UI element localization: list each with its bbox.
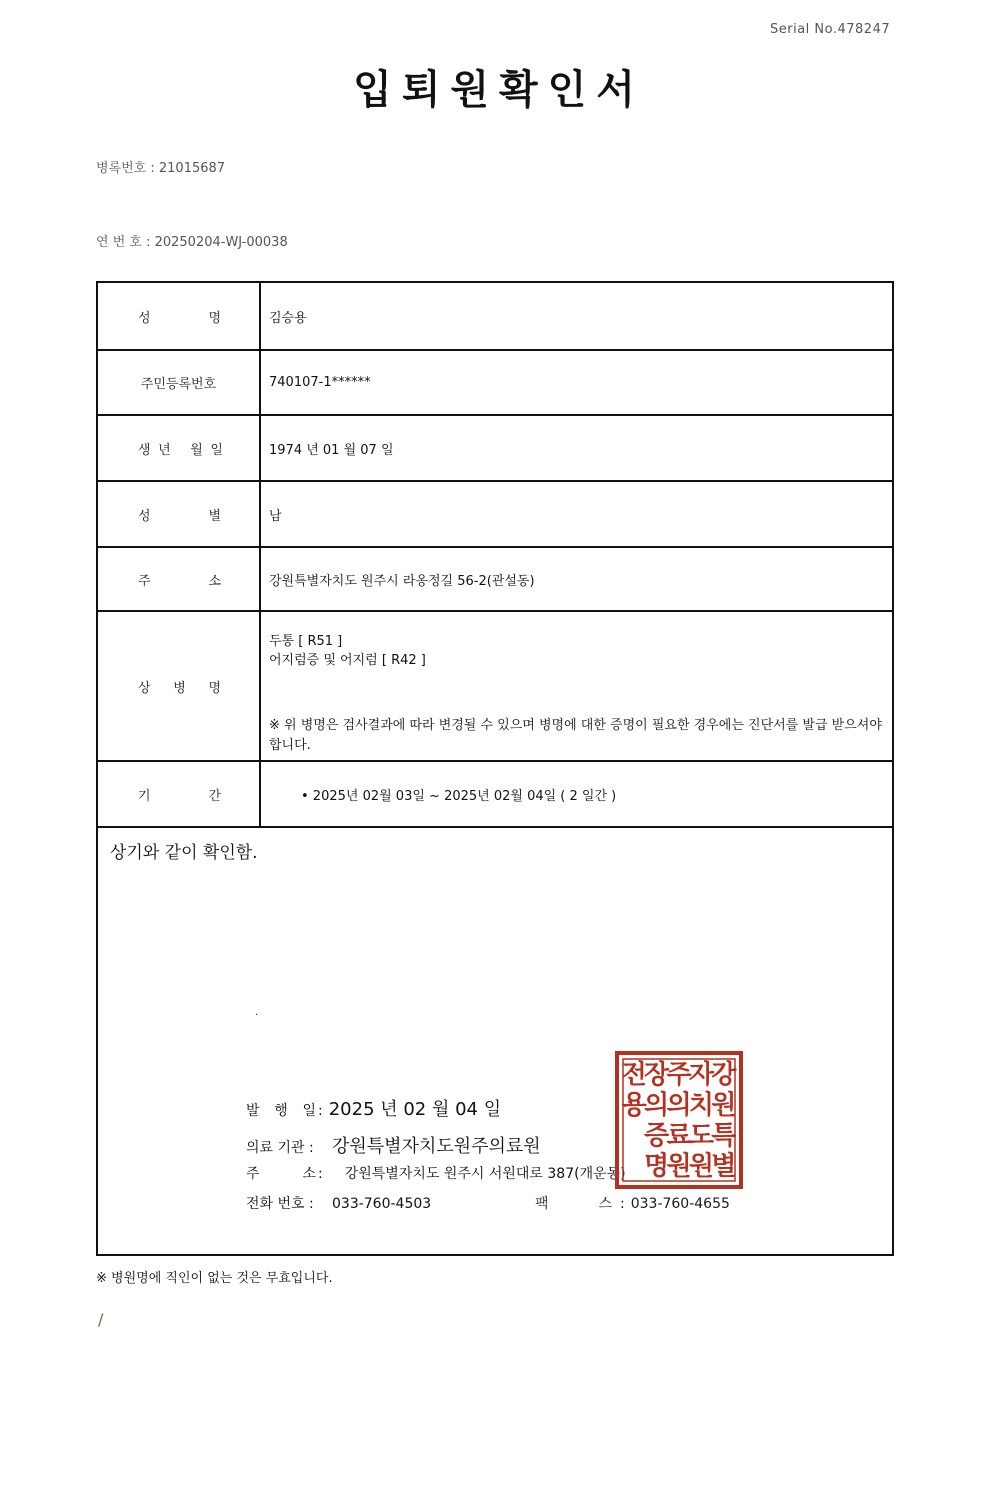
- label-char: 성: [138, 508, 151, 524]
- label-char: 스: [598, 1196, 612, 1212]
- seal-character: 치: [688, 1090, 714, 1121]
- row-birth: [98, 416, 892, 482]
- seal-character: 별: [711, 1151, 737, 1182]
- record-number: 병록번호 : 21015687: [96, 161, 226, 176]
- label-char: 일: [302, 1103, 316, 1119]
- seal-character: 특: [711, 1120, 737, 1151]
- label-char: 간: [208, 788, 221, 804]
- institution-value: 강원특별자치도원주의료원: [332, 1136, 541, 1157]
- label-char: 생: [138, 442, 151, 458]
- fax-label: [535, 1193, 612, 1213]
- label-char: 소: [302, 1166, 316, 1182]
- label-char: 상: [138, 680, 151, 696]
- seal-character: 원: [688, 1151, 714, 1182]
- phone-label: 전화 번호 :: [246, 1196, 314, 1212]
- label-address: [98, 548, 261, 610]
- row-rrn: [98, 351, 892, 416]
- institution-label: 의료 기관 :: [246, 1140, 314, 1156]
- seal-character: 강: [711, 1059, 737, 1090]
- label-char: 주: [138, 573, 151, 589]
- seal-character: 장: [644, 1059, 670, 1090]
- label-char: 발: [246, 1103, 260, 1119]
- seal-character: 증: [644, 1120, 670, 1151]
- seal-character: 원: [666, 1151, 692, 1182]
- fax-value: 033-760-4655: [630, 1196, 730, 1212]
- confirm-statement: 상기와 같이 확인함.: [110, 843, 258, 863]
- label-period: [98, 762, 261, 826]
- row-sex: [98, 482, 892, 548]
- label-char: 병: [173, 680, 186, 696]
- seal-character: 원: [711, 1090, 737, 1121]
- label-char: 월: [190, 442, 203, 458]
- label-char: 기: [138, 788, 151, 804]
- label-char: 소: [208, 573, 221, 589]
- value-period: • 2025년 02월 03일 ~ 2025년 02월 04일 ( 2 일간 ): [301, 788, 617, 804]
- label-char: 팩: [535, 1196, 549, 1212]
- issue-address-value: 강원특별자치도 원주시 서원대로 387(개운동): [344, 1166, 626, 1182]
- seal-character: 용: [621, 1090, 647, 1121]
- issue-address: 주 소 : 강원특별자치도 원주시 서원대로 387(개운동): [246, 1163, 626, 1183]
- label-sex: [98, 482, 261, 546]
- row-address: [98, 548, 892, 612]
- seal-character: 의: [666, 1090, 692, 1121]
- seal-character: 료: [666, 1120, 692, 1151]
- issue-date-value: 2025 년 02 월 04 일: [328, 1099, 502, 1120]
- label-char: 일: [210, 442, 223, 458]
- seal-character: 전: [621, 1059, 647, 1090]
- label-char: 성: [138, 310, 151, 326]
- issue-fax: 팩 스 : 033-760-4655: [535, 1193, 730, 1213]
- diagnosis-line: 두통 [ R51 ]: [269, 634, 343, 649]
- value-name: 김승용: [269, 310, 307, 326]
- label-rrn: 주민등록번호: [98, 351, 261, 414]
- serial-number: Serial No.478247: [770, 22, 891, 37]
- document-title: 입퇴원확인서: [353, 67, 645, 113]
- label-birth: [98, 416, 261, 480]
- seal-character: 명: [644, 1151, 670, 1182]
- diagnosis-line: 어지럼증 및 어지럼 [ R42 ]: [269, 653, 426, 668]
- official-seal-stamp: [615, 1051, 743, 1189]
- row-name: [98, 283, 892, 351]
- value-diagnosis: [269, 612, 882, 760]
- stray-dot: ·: [255, 1010, 259, 1021]
- label-name: [98, 283, 261, 349]
- issue-institution: [246, 1132, 541, 1158]
- issue-date-label: [246, 1100, 316, 1120]
- issue-phone: [246, 1193, 431, 1213]
- seal-character: 자: [688, 1059, 714, 1090]
- seal-character: 도: [688, 1120, 714, 1151]
- row-period: [98, 762, 892, 828]
- value-sex: 남: [269, 508, 282, 524]
- label-char: 년: [158, 442, 171, 458]
- phone-value: 033-760-4503: [332, 1196, 432, 1212]
- label-char: 별: [208, 508, 221, 524]
- label-char: 명: [208, 310, 221, 326]
- pen-mark: /: [98, 1310, 104, 1329]
- row-diagnosis: [98, 612, 892, 762]
- footnote: ※ 병원명에 직인이 없는 것은 무효입니다.: [96, 1271, 333, 1286]
- issue-date: 발 행 일 : 2025 년 02 월 04 일: [246, 1095, 501, 1121]
- label-char: 명: [208, 680, 221, 696]
- diagnosis-note: ※ 위 병명은 검사결과에 따라 변경될 수 있으며 병명에 대한 증명이 필요한 경우에는 진단서를 발급 받으셔야 합니다.: [269, 718, 882, 753]
- label-char: 주: [246, 1166, 260, 1182]
- label-char: 행: [274, 1103, 288, 1119]
- serial-sequence-number: 연 번 호 : 20250204-WJ-00038: [96, 235, 288, 250]
- seal-character: 주: [666, 1059, 692, 1090]
- seal-character: 의: [644, 1090, 670, 1121]
- certificate-table: [96, 281, 894, 1256]
- label-diagnosis: [98, 612, 261, 760]
- value-address: 강원특별자치도 원주시 라옹정길 56-2(관설동): [269, 573, 535, 589]
- issue-address-label: [246, 1163, 316, 1183]
- value-rrn: 740107-1******: [269, 375, 371, 390]
- value-birth: 1974 년 01 월 07 일: [269, 442, 394, 458]
